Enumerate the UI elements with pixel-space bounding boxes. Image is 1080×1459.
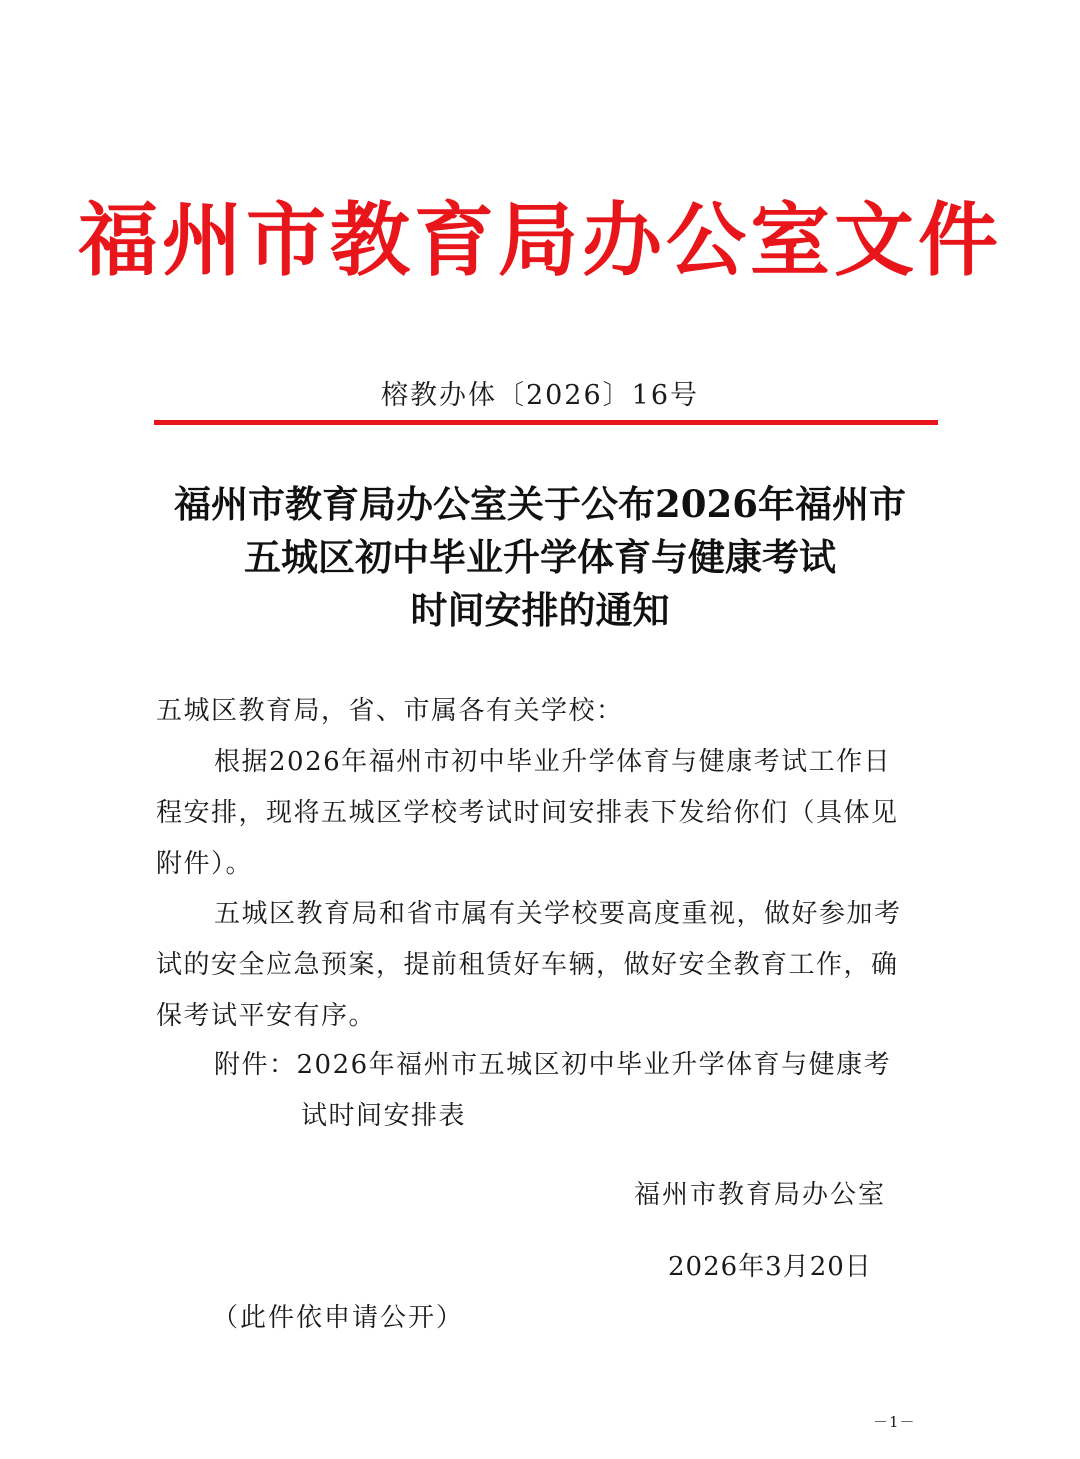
signature-organization: 福州市教育局办公室 [634,1180,887,1210]
paragraph-line: 根据2026年福州市初中毕业升学体育与健康考试工作日 [214,747,892,777]
paragraph-2 [156,889,926,1042]
attachment-note [156,1040,926,1142]
page-number: －1－ [873,1413,916,1431]
document-header-title: 福州市教育局办公室文件 [78,193,1002,287]
document-number: 榕教办体〔2026〕16号 [380,380,700,411]
paragraph-1 [156,737,926,890]
paragraph-line: 附件）。 [156,849,254,879]
signature-date: 2026年3月20日 [668,1252,872,1282]
paragraph-line: 保考试平安有序。 [156,1001,377,1031]
paragraph-line: 试的安全应急预案，提前租赁好车辆，做好安全教育工作，确 [156,950,899,980]
attachment-line: 附件：2026年福州市五城区初中毕业升学体育与健康考 [214,1050,892,1080]
salutation: 五城区教育局，省、市属各有关学校： [156,696,624,726]
notice-title-line: 时间安排的通知 [410,588,670,632]
notice-title-line: 五城区初中毕业升学体育与健康考试 [244,535,836,579]
paragraph-line: 程安排，现将五城区学校考试时间安排表下发给你们（具体见 [156,798,899,828]
notice-title [100,478,980,637]
disclosure-note: （此件依申请公开） [212,1303,465,1333]
attachment-line: 试时间安排表 [301,1101,467,1131]
red-divider [154,420,938,425]
notice-title-line: 福州市教育局办公室关于公布2026年福州市 [174,482,906,526]
paragraph-line: 五城区教育局和省市属有关学校要高度重视，做好参加考 [214,899,902,929]
